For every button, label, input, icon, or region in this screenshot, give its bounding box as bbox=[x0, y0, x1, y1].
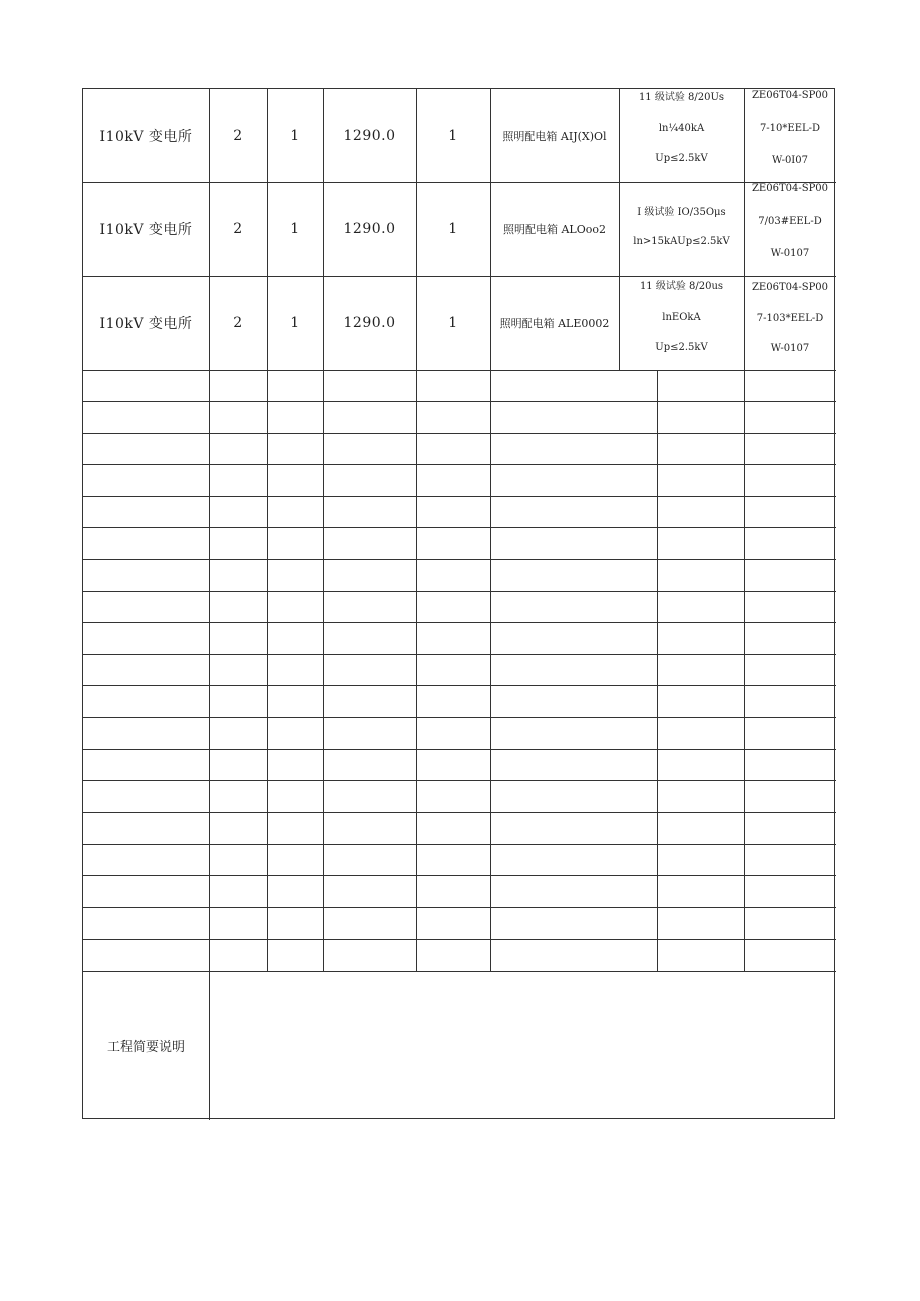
spec-cell bbox=[619, 280, 744, 354]
spec-line: ln>15kAUp≤2.5kV bbox=[633, 236, 730, 247]
row-divider bbox=[83, 433, 836, 434]
spec-line: 11 级试验 8/20Us bbox=[638, 92, 725, 103]
spec-cell bbox=[619, 91, 744, 165]
row-divider bbox=[83, 559, 836, 560]
device-name: 照明配电箱 ALOoo2 bbox=[502, 223, 606, 236]
row-divider bbox=[83, 401, 836, 402]
count-cell: 1 bbox=[290, 315, 300, 331]
unit-cell: 1 bbox=[448, 315, 458, 331]
station-name: I10kV 变电所 bbox=[99, 222, 193, 238]
row-divider bbox=[83, 844, 836, 845]
row-divider bbox=[83, 812, 836, 813]
quantity-cell: 2 bbox=[233, 315, 243, 331]
spec-line: ln¼40kA bbox=[658, 122, 705, 134]
project-description-label: 工程简要说明 bbox=[106, 1040, 185, 1055]
value-cell: 1290.0 bbox=[343, 221, 396, 237]
spec-line: Up≤2.5kV bbox=[655, 153, 708, 164]
drawing-line: ZE06T04-SP00 bbox=[751, 90, 829, 101]
row-divider bbox=[83, 464, 836, 465]
device-name: 照明配电箱 AIJ(X)Ol bbox=[502, 129, 607, 143]
row-divider bbox=[83, 907, 836, 908]
col-divider bbox=[657, 370, 658, 971]
drawing-line: 7-103*EEL-D bbox=[756, 312, 824, 324]
count-cell: 1 bbox=[290, 221, 300, 237]
drawing-line: 7-10*EEL-D bbox=[759, 122, 821, 134]
row-divider bbox=[83, 527, 836, 528]
row-divider bbox=[83, 622, 836, 623]
drawing-line: W-0107 bbox=[770, 343, 810, 354]
drawing-line: ZE06T04-SP00 bbox=[751, 282, 829, 293]
station-name: I10kV 变电所 bbox=[99, 316, 193, 332]
row-divider bbox=[83, 496, 836, 497]
station-name: I10kV 变电所 bbox=[99, 128, 193, 145]
spec-line: Up≤2.5kV bbox=[655, 342, 708, 353]
row-divider bbox=[83, 717, 836, 718]
drawing-cell bbox=[744, 281, 836, 355]
row-divider bbox=[83, 654, 836, 655]
spec-line: 11 级试验 8/20us bbox=[639, 281, 724, 292]
quantity-cell: 2 bbox=[233, 221, 243, 237]
spec-line: lnEOkA bbox=[662, 311, 701, 323]
count-cell: 1 bbox=[290, 127, 300, 144]
row-divider bbox=[83, 749, 836, 750]
device-name: 照明配电箱 ALE0002 bbox=[499, 317, 610, 330]
row-divider bbox=[83, 591, 836, 592]
spec-cell bbox=[619, 206, 744, 248]
unit-cell: 1 bbox=[448, 221, 458, 237]
row-divider bbox=[83, 370, 836, 371]
row-divider bbox=[83, 780, 836, 781]
value-cell: 1290.0 bbox=[343, 315, 396, 331]
drawing-line: W-0107 bbox=[770, 248, 810, 259]
unit-cell: 1 bbox=[448, 127, 458, 144]
equipment-table bbox=[82, 88, 835, 1119]
spec-line: I 级试验 IO/35Oμs bbox=[637, 207, 726, 218]
row-divider bbox=[83, 685, 836, 686]
drawing-cell bbox=[744, 182, 836, 260]
drawing-line: W-0I07 bbox=[772, 155, 808, 166]
row-divider bbox=[83, 875, 836, 876]
row-divider bbox=[83, 939, 836, 940]
value-cell: 1290.0 bbox=[343, 127, 396, 144]
quantity-cell: 2 bbox=[233, 127, 243, 144]
project-description-area bbox=[210, 972, 836, 1120]
drawing-line: ZE06T04-SP00 bbox=[751, 183, 829, 194]
drawing-line: 7/03#EEL-D bbox=[758, 215, 822, 227]
drawing-cell bbox=[744, 89, 836, 167]
